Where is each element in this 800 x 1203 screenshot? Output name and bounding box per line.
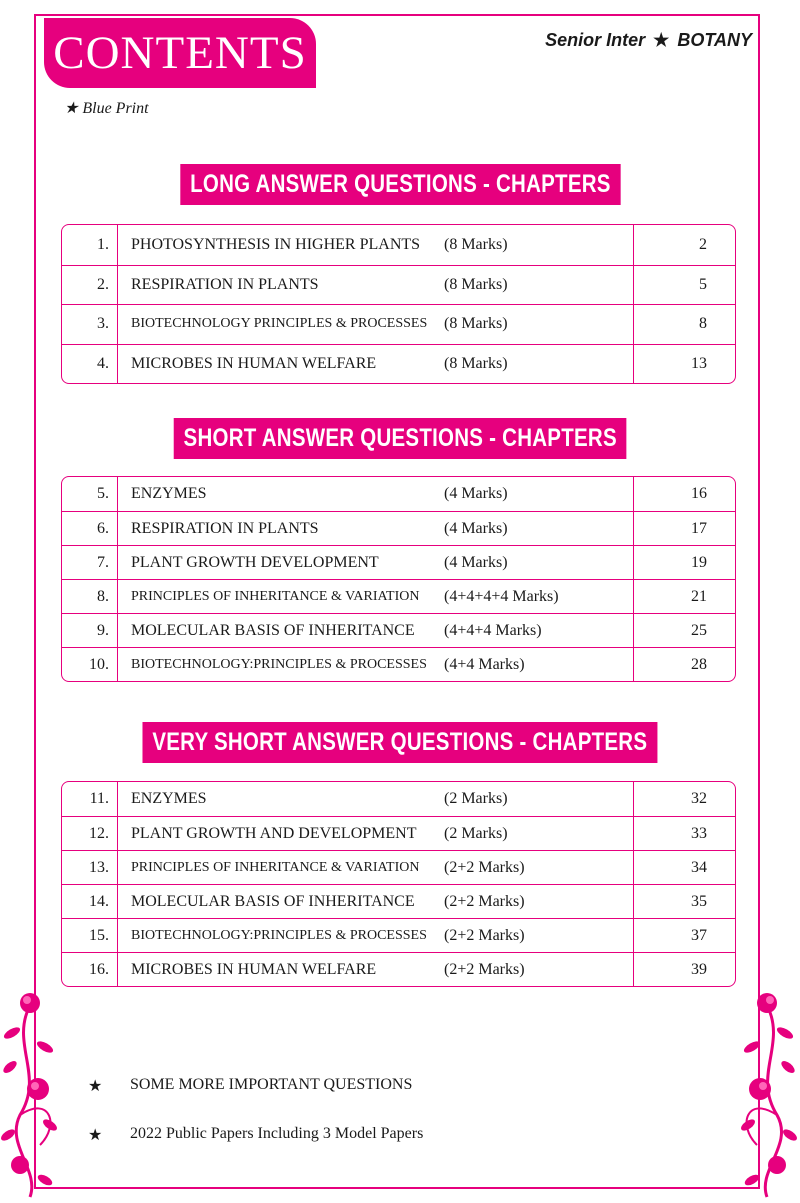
star-icon: ★ [64,100,79,117]
row-marks: (4 Marks) [444,477,634,511]
row-page: 34 [691,858,707,876]
row-title: MOLECULAR BASIS OF INHERITANCE [131,621,415,639]
row-marks: (8 Marks) [444,225,634,265]
row-page: 13 [691,354,707,372]
row-number: 12. [62,817,118,850]
row-page: 35 [691,892,707,910]
row-number: 11. [62,782,118,816]
contents-badge [44,18,316,88]
table-row[interactable] [62,511,735,545]
table-row[interactable] [62,225,735,265]
contents-title: CONTENTS [53,27,307,79]
row-number: 14. [62,885,118,918]
row-marks: (8 Marks) [444,305,634,344]
row-marks: (2+2 Marks) [444,953,634,986]
row-marks: (4 Marks) [444,512,634,545]
row-page: 25 [691,621,707,639]
row-number: 13. [62,851,118,884]
row-title: BIOTECHNOLOGY:PRINCIPLES & PROCESSES [131,927,427,943]
row-title: RESPIRATION IN PLANTS [131,275,319,293]
table-row[interactable] [62,884,735,918]
section-title-very-short: VERY SHORT ANSWER QUESTIONS - CHAPTERS [0,722,800,763]
row-marks: (4 Marks) [444,546,634,579]
row-number: 3. [62,305,118,344]
row-page: 32 [691,790,707,807]
row-page: 16 [691,485,707,502]
row-marks: (4+4+4+4 Marks) [444,580,634,613]
star-icon: ★ [88,1127,103,1144]
table-row[interactable] [62,477,735,511]
extra-item-label: 2022 Public Papers Including 3 Model Papers [130,1125,424,1142]
table-row[interactable] [62,918,735,952]
table-row[interactable] [62,850,735,884]
star-icon: ★ [88,1078,103,1095]
row-number: 9. [62,614,118,647]
section-title-long: LONG ANSWER QUESTIONS - CHAPTERS [0,164,800,205]
row-number: 4. [62,345,118,384]
row-number: 7. [62,546,118,579]
row-number: 10. [62,648,118,681]
row-title: PLANT GROWTH DEVELOPMENT [131,553,379,571]
row-marks: (4+4+4 Marks) [444,614,634,647]
row-marks: (2+2 Marks) [444,885,634,918]
row-title: BIOTECHNOLOGY PRINCIPLES & PROCESSES [131,316,428,332]
row-title: BIOTECHNOLOGY:PRINCIPLES & PROCESSES [131,656,427,672]
table-row[interactable] [62,579,735,613]
table-row[interactable] [62,265,735,305]
row-marks: (8 Marks) [444,266,634,305]
row-page: 21 [691,587,707,605]
row-title: PHOTOSYNTHESIS IN HIGHER PLANTS [131,235,421,253]
toc-table-short [61,476,736,682]
extra-item-important-questions[interactable] [88,1076,412,1096]
section-title-short: SHORT ANSWER QUESTIONS - CHAPTERS [0,418,800,459]
table-row[interactable] [62,344,735,384]
row-page: 5 [699,275,707,293]
row-page: 8 [699,315,707,333]
blueprint-item[interactable] [64,98,149,118]
row-title: MOLECULAR BASIS OF INHERITANCE [131,892,415,910]
row-page: 39 [691,960,707,978]
blueprint-label: Blue Print [82,100,149,117]
row-marks: (2+2 Marks) [444,919,634,952]
row-title: MICROBES IN HUMAN WELFARE [131,354,377,372]
row-page: 37 [691,926,707,944]
row-marks: (2 Marks) [444,782,634,816]
toc-table-long [61,224,736,384]
row-title: ENZYMES [131,485,207,502]
toc-table-very-short [61,781,736,987]
row-number: 15. [62,919,118,952]
series-subject: BOTANY [677,30,752,50]
row-page: 28 [691,655,707,673]
row-title: PRINCIPLES OF INHERITANCE & VARIATION [131,859,420,875]
extra-item-label: SOME MORE IMPORTANT QUESTIONS [130,1076,413,1093]
row-number: 1. [62,225,118,265]
table-row[interactable] [62,545,735,579]
row-title: RESPIRATION IN PLANTS [131,519,319,537]
row-number: 8. [62,580,118,613]
row-title: ENZYMES [131,790,207,807]
row-marks: (8 Marks) [444,345,634,384]
row-title: PLANT GROWTH AND DEVELOPMENT [131,824,417,842]
table-row[interactable] [62,647,735,681]
table-row[interactable] [62,613,735,647]
series-prefix: Senior Inter [545,30,646,50]
row-page: 17 [691,519,707,537]
extra-item-public-papers[interactable] [88,1125,423,1145]
series-title [545,30,752,51]
row-number: 2. [62,266,118,305]
row-marks: (2+2 Marks) [444,851,634,884]
row-title: MICROBES IN HUMAN WELFARE [131,960,377,978]
row-number: 16. [62,953,118,986]
row-page: 19 [691,553,707,571]
table-row[interactable] [62,816,735,850]
table-row[interactable] [62,304,735,344]
row-page: 33 [691,824,707,842]
row-marks: (2 Marks) [444,817,634,850]
table-row[interactable] [62,782,735,816]
star-icon: ★ [653,30,670,50]
row-number: 6. [62,512,118,545]
row-number: 5. [62,477,118,511]
rose-vine-icon [722,985,800,1200]
row-marks: (4+4 Marks) [444,648,634,681]
table-row[interactable] [62,952,735,986]
row-page: 2 [699,235,707,253]
row-title: PRINCIPLES OF INHERITANCE & VARIATION [131,588,420,604]
rose-vine-icon [0,985,80,1200]
